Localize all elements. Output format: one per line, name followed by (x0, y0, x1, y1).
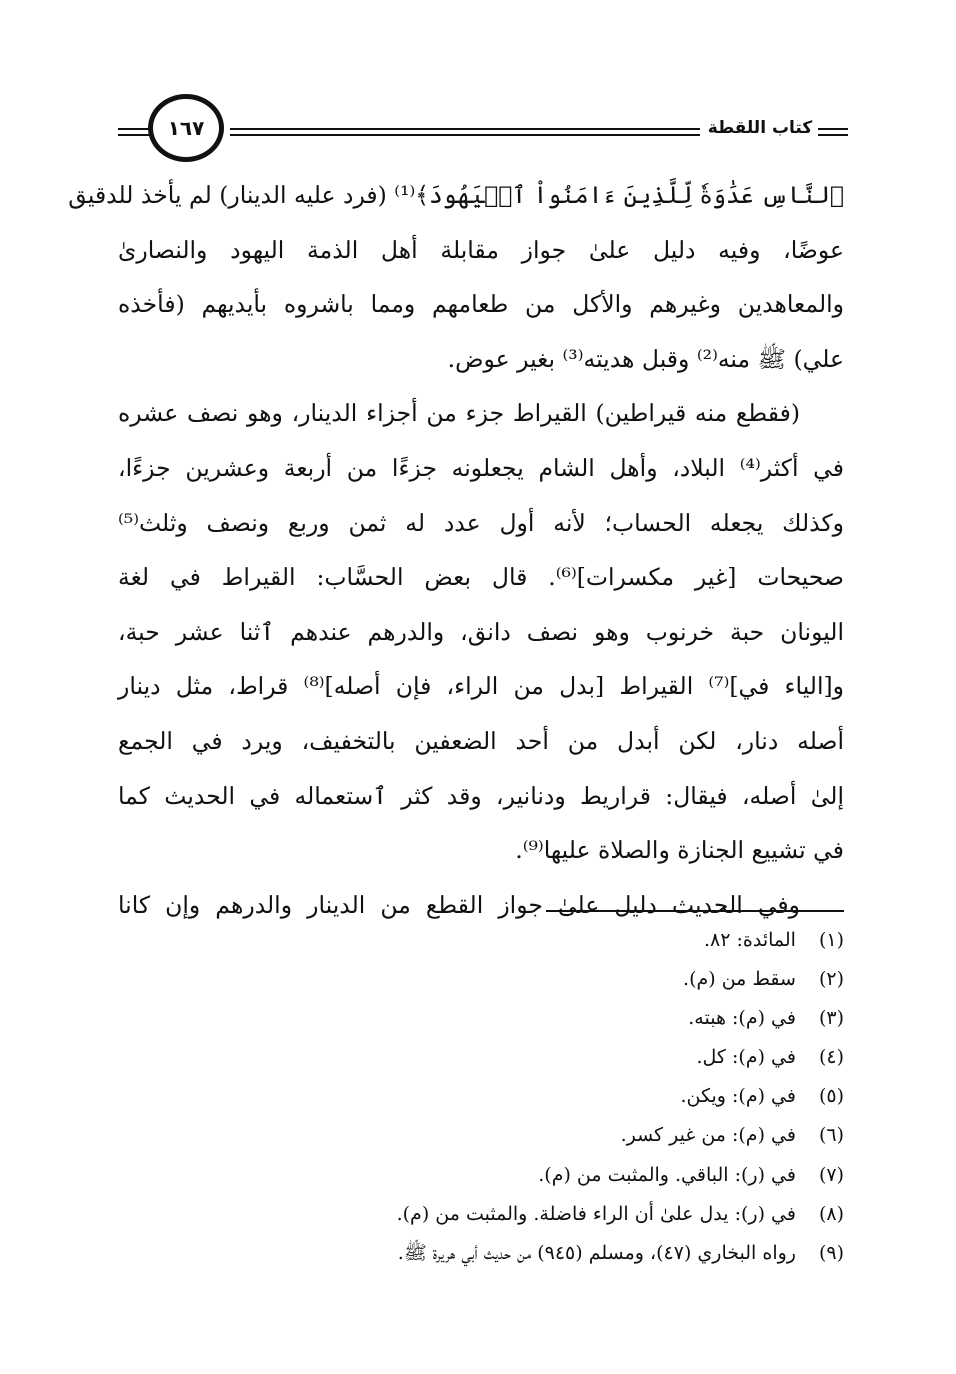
main-text (68, 168, 845, 932)
text-line: (فقطع منه قيراطين) القيراط جزء من أجزاء الدينار، وهو نصف عشره (118, 399, 800, 428)
footnote-text: في (م): هبته. (688, 1007, 796, 1030)
footnotes (118, 921, 844, 1273)
footnote (118, 999, 844, 1038)
page-header (118, 94, 848, 170)
footnote (118, 1156, 844, 1195)
text-line: علي) ﷺ منه⁽²⁾ وقبل هديته⁽³⁾ بغير عوض. (447, 344, 844, 373)
footnote (118, 960, 844, 999)
footnote-text: رواه البخاري (٤٧)، ومسلم (٩٤٥) من حديث أبي هريرة ﷺ. (397, 1241, 796, 1264)
header-rule (818, 128, 848, 130)
header-rule (118, 128, 150, 130)
text-line: في تشييع الجنازة والصلاة عليها⁽⁹⁾. (515, 836, 844, 865)
text-line: في أكثر⁽⁴⁾ البلاد، وأهل الشام يجعلونه جزءًا من أربعة وعشرين جزءًا، (118, 453, 844, 482)
footnote-text: في (م): ويكن. (680, 1085, 796, 1108)
footnote-text: في (م): كل. (696, 1046, 796, 1069)
text-line: اليونان حبة خرنوب وهو نصف دانق، والدرهم عندهم ٱثنا عشر حبة، (118, 617, 844, 646)
footnote-number: (٨) (818, 1202, 844, 1225)
footnote (118, 1038, 844, 1077)
text-line: ﭐلنَّاسِ عَدَٰوَةٗ لِّلَّذِينَ ءَامَنُواْ ٱلۡيَهُودَ﴾⁽¹⁾ (فرد عليه الدينار) لم يأخذ للدقيق (68, 181, 844, 209)
footnote-number: (٧) (818, 1163, 844, 1186)
text-line: صحيحات [غير مكسرات]⁽⁶⁾. قال بعض الحسَّاب: القيراط في لغة (118, 563, 844, 592)
header-rule (118, 134, 150, 136)
footnote-text: في (ر): يدل علىٰ أن الراء فاضلة. والمثبت من (م). (396, 1202, 796, 1225)
footnote (118, 1195, 844, 1234)
running-title: كتاب اللقطة (707, 118, 813, 138)
footnote (118, 1077, 844, 1116)
text-line: عوضًا، وفيه دليل علىٰ جواز مقابلة أهل الذمة اليهود والنصارىٰ (118, 235, 844, 264)
footnote (118, 1234, 844, 1273)
footnote-text: المائدة: ٨٢. (703, 929, 796, 951)
footnote-number: (٦) (818, 1124, 844, 1147)
text-line: وكذلك يجعله الحساب؛ لأنه أول عدد له ثمن وربع ونصف وثلث⁽⁵⁾ (118, 508, 844, 537)
footnote-number: (٩) (818, 1241, 844, 1264)
footnote-number: (٢) (818, 968, 844, 991)
footnote (118, 1116, 844, 1155)
footnote-text: في (ر): الباقي. والمثبت من (م). (538, 1163, 796, 1186)
footnote-number: (٤) (818, 1046, 844, 1069)
text-line: والمعاهدين وغيرهم والأكل من طعامهم ومما باشروه بأيديهم (فأخذه (118, 290, 844, 319)
footnote-text: في (م): من غير كسر. (620, 1124, 796, 1147)
footnote-number: (١) (818, 929, 844, 951)
footnote-number: (٣) (818, 1007, 844, 1030)
header-rule (230, 134, 700, 136)
footnote-separator (546, 910, 844, 912)
footnote (118, 921, 844, 960)
text-line: إلىٰ أصله، فيقال: قراريط ودنانير، وقد كثر ٱستعماله في الحديث كما (118, 781, 844, 810)
text-line: أصله دنار، لكن أبدل من أحد الضعفين بالتخفيف، ويرد في الجمع (118, 726, 844, 755)
footnote-text: سقط من (م). (683, 968, 796, 991)
text-line: وفي الحديث دليل علىٰ جواز القطع من الدينار والدرهم وإن كانا (118, 890, 800, 919)
header-rule (818, 134, 848, 136)
footnote-number: (٥) (818, 1085, 844, 1108)
page-number: ١٦٧ (167, 116, 205, 140)
page-number-badge (148, 94, 224, 162)
text-line: و[الياء في]⁽⁷⁾ القيراط [بدل من الراء، فإن أصله]⁽⁸⁾ قراط، مثل دينار (118, 672, 845, 701)
header-rule (230, 128, 700, 130)
